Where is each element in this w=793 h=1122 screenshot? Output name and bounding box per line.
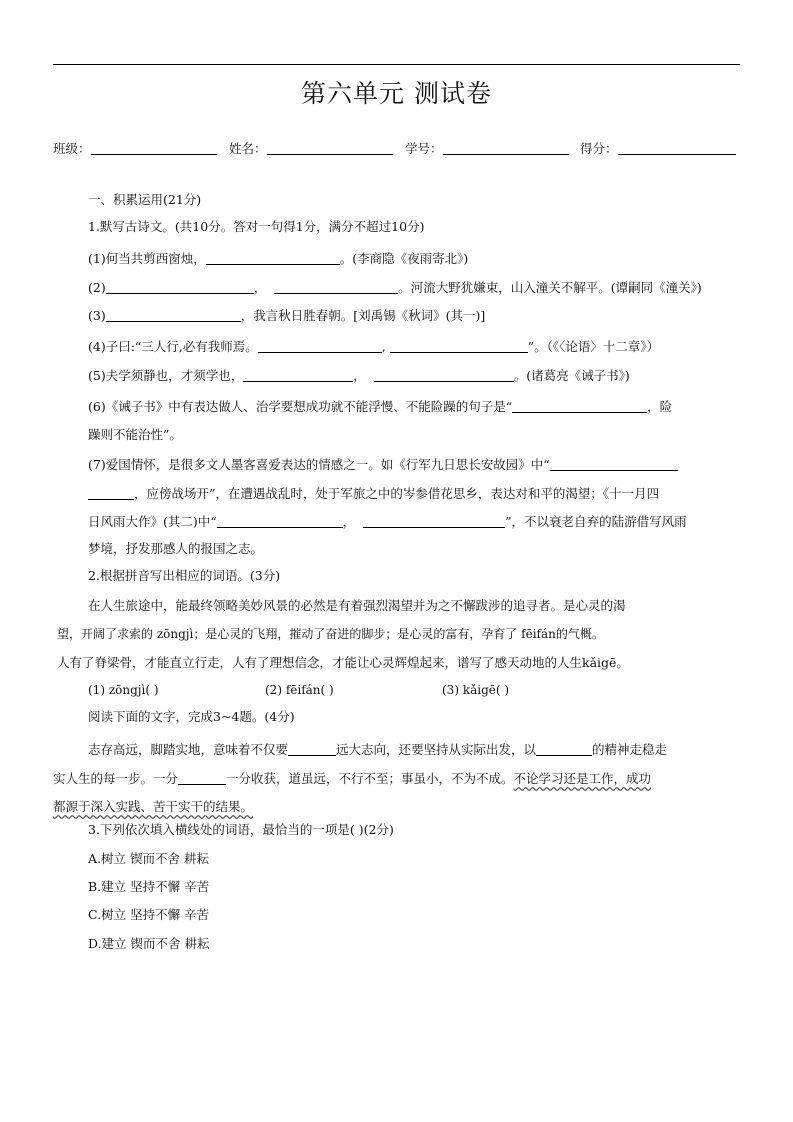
q3-option-c[interactable]: C.树立 坚持不懈 辛苦: [88, 907, 210, 922]
header-rule: [53, 64, 740, 65]
reading-line-1-a: 志存高远，脚踏实地，意味着不仅要: [88, 742, 289, 757]
q1-item-7-line2: [88, 486, 659, 502]
reading-line-2-a: 实人生的每一步。一分: [53, 771, 179, 786]
name-label: 姓名：: [229, 141, 267, 156]
q1-heading: 1.默写古诗文。(共10分。答对一句得1分，满分不超过10分): [88, 219, 425, 234]
q1-item-7-comma: ，: [342, 514, 356, 529]
q1-item-7: [88, 457, 678, 473]
answer-blank[interactable]: [512, 400, 647, 413]
q1-item-3-source: ，我言秋日胜春朝。[刘禹锡《秋词》(其一)]: [240, 308, 486, 323]
q2-heading: 2.根据拼音写出相应的词语。(3分): [88, 568, 281, 583]
reading-line-2-c: 不论学习还是工作，成功: [513, 771, 652, 786]
q1-item-4-text: (4)子曰:“三人行,必有我师焉。: [88, 339, 258, 354]
answer-blank[interactable]: [258, 340, 382, 353]
q1-item-5: [88, 368, 630, 384]
answer-blank[interactable]: [88, 487, 134, 500]
q2-paragraph-3: 人有了脊梁骨，才能直立行走，人有了理想信念，才能让心灵辉煌起来，谱写了感天动地的人生kǎigē。: [57, 655, 629, 670]
q3-option-b[interactable]: B.建立 坚持不懈 辛苦: [88, 879, 210, 894]
q1-item-6-cont: 躁则不能治性”。: [88, 427, 182, 442]
name-blank[interactable]: [267, 142, 393, 155]
id-blank[interactable]: [443, 142, 569, 155]
q1-item-4: [88, 339, 659, 355]
reading-line-1-b: 远大志向，还要坚持从实际出发，以: [336, 742, 537, 757]
answer-blank[interactable]: [243, 369, 353, 382]
q3-option-a[interactable]: A.树立 锲而不舍 耕耘: [88, 851, 209, 866]
id-field: [405, 139, 569, 157]
q1-item-7-line3-text: 日风雨大作》(其二)中“: [88, 514, 217, 529]
q1-item-7-text: (7)爱国情怀，是很多文人墨客喜爱表达的情感之一。如《行军九日思长安故园》中“: [88, 457, 550, 472]
q1-item-2-num: (2): [88, 280, 106, 295]
answer-blank[interactable]: [106, 281, 254, 294]
class-field: [53, 139, 217, 157]
answer-blank[interactable]: [106, 309, 241, 322]
answer-blank[interactable]: [217, 515, 343, 528]
reading-line-1-c: 的精神走稳走: [592, 742, 668, 757]
reading-line-2: [53, 771, 651, 787]
q3-option-d[interactable]: D.建立 锲而不舍 耕耘: [88, 936, 210, 951]
q2-answer-1[interactable]: (1) zōngjì( ): [88, 683, 159, 697]
section-heading: 一、积累运用(21分): [88, 192, 202, 207]
q1-item-7-line4: 梦境，抒发那感人的报国之志。: [88, 541, 264, 556]
score-label: 得分：: [580, 141, 618, 156]
class-label: 班级：: [53, 141, 91, 156]
answer-blank[interactable]: [178, 772, 226, 785]
id-label: 学号：: [405, 141, 443, 156]
reading-line-3-text: 都源于深入实践、苦干实干的结果。: [53, 799, 254, 814]
q1-item-6: [88, 399, 672, 415]
q1-item-1: [88, 251, 468, 267]
q1-item-2-comma: ，: [253, 280, 267, 295]
reading-line-3: [53, 799, 253, 815]
answer-blank[interactable]: [390, 340, 528, 353]
q1-item-4-source: ”。（《〈论语〉十二章》）: [527, 339, 660, 354]
q2-paragraph-2: 望，开阔了求索的 zōngjì；是心灵的飞翔，摧动了奋进的脚步；是心灵的富有，孕育了 fēifán的气概。: [57, 627, 604, 641]
answer-blank[interactable]: [288, 743, 336, 756]
q1-item-4-comma: ,: [381, 339, 386, 354]
q2-answer-3[interactable]: (3) kǎigē( ): [442, 683, 510, 697]
q1-item-6-text: (6)《诫子书》中有表达做人、治学要想成功就不能浮慢、不能险躁的句子是“: [88, 399, 513, 414]
q1-item-3-num: (3): [88, 308, 106, 323]
q1-item-7-line3: [88, 514, 687, 530]
q1-item-6-tail: ，险: [647, 399, 673, 414]
q1-item-5-comma: ，: [353, 368, 366, 383]
score-field: [580, 139, 736, 157]
reading-line-1: [88, 742, 667, 758]
q1-item-5-text: (5)夫学须静也，才须学也，: [88, 368, 244, 383]
q1-item-5-source: 。(诸葛亮《诫子书》): [513, 368, 630, 383]
answer-blank[interactable]: [363, 515, 505, 528]
answer-blank[interactable]: [550, 458, 678, 471]
class-blank[interactable]: [91, 142, 217, 155]
q1-item-2: [88, 280, 702, 296]
answer-blank[interactable]: [274, 281, 398, 294]
page-title: 第六单元 测试卷: [301, 79, 492, 108]
answer-blank[interactable]: [536, 743, 592, 756]
q1-item-2-source: 。河流大野犹嫌束，山入潼关不解平。(谭嗣同《潼关》): [398, 280, 702, 295]
answer-blank[interactable]: [206, 252, 340, 265]
q3-heading: 3.下列依次填入横线处的词语，最恰当的一项是( )(2分): [88, 822, 394, 837]
score-blank[interactable]: [618, 142, 736, 155]
name-field: [229, 139, 393, 157]
q1-item-1-text: (1)何当共剪西窗烛，: [88, 251, 206, 266]
q1-item-3: [88, 308, 485, 324]
q2-paragraph-1: 在人生旅途中，能最终领略美妙风景的必然是有着强烈渴望并为之不懈跋涉的追寻者。是心灵的渴: [88, 598, 626, 613]
q1-item-7-line3-tail: ”，不以衰老自弃的陆游借写风雨: [505, 514, 687, 529]
reading-line-2-b: 一分收获，道虽远，不行不至；事虽小，不为不成。: [226, 771, 514, 786]
q1-item-1-source: 。(李商隐《夜雨寄北》): [339, 251, 469, 266]
reading-heading: 阅读下面的文字，完成3~4题。(4分): [88, 709, 295, 724]
answer-blank[interactable]: [374, 369, 514, 382]
q1-item-7-line2-text: ，应傍战场开”，在遭遇战乱时，处于军旅之中的岑参借花思乡，表达对和平的渴望；《十一月四: [134, 486, 660, 501]
q2-answer-2[interactable]: (2) fēifán( ): [265, 683, 334, 697]
